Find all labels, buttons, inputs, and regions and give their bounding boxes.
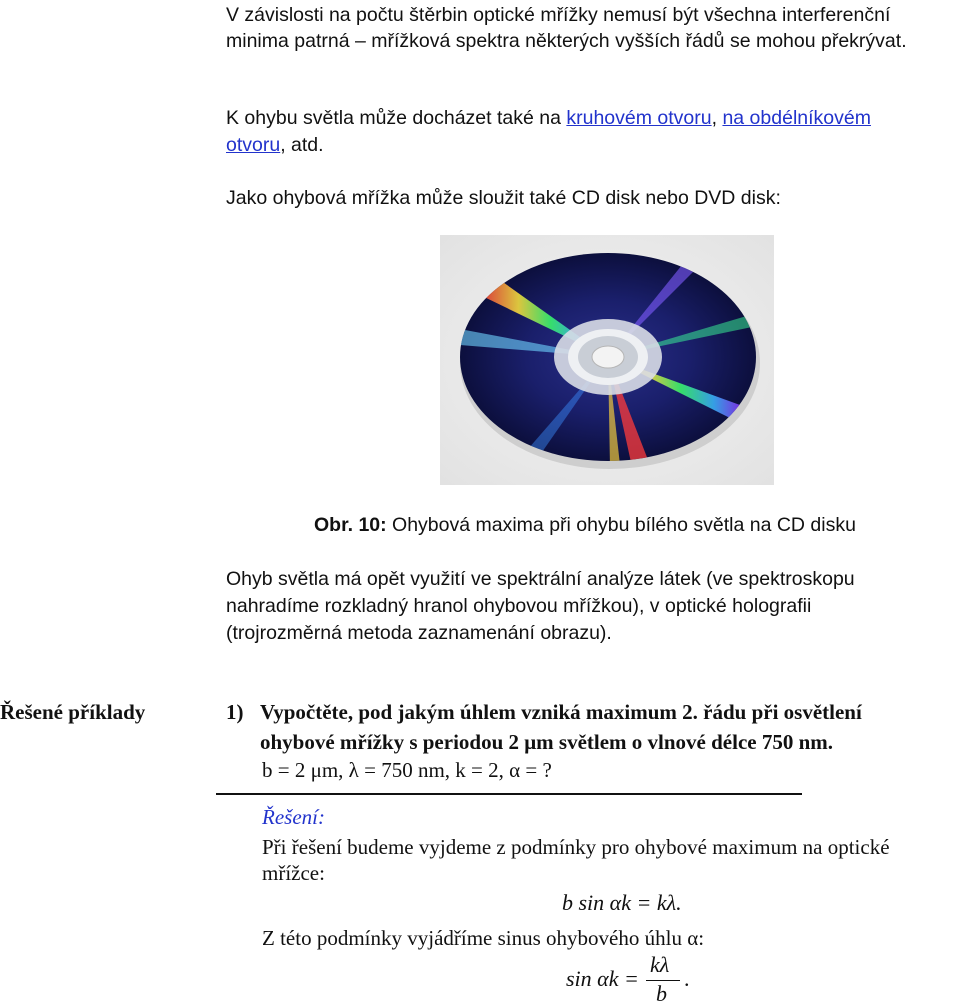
solution-line-2: mřížce: — [262, 861, 325, 885]
cd-disk-image — [440, 235, 774, 485]
figure-caption-number: 10: — [358, 514, 387, 536]
solution-divider — [216, 793, 802, 795]
diffraction-separator: , — [711, 107, 723, 129]
link-rectangular-aperture-cont[interactable]: otvoru — [226, 134, 281, 156]
problem-number: 1) — [226, 700, 244, 724]
diffraction-line-2 — [226, 132, 324, 158]
section-heading: Řešené příklady — [0, 700, 146, 724]
solution-title: Řešení: — [262, 805, 325, 829]
cd-intro-text: Jako ohybová mřížka může sloužit také CD disk nebo DVD disk: — [226, 187, 781, 209]
figure-caption-label: Obr. — [314, 514, 354, 536]
figure-caption-text: Ohybová maxima při ohybu bílého světla na CD disku — [392, 514, 856, 536]
link-rectangular-aperture[interactable]: na obdélníkovém — [722, 107, 871, 129]
usage-line-1: Ohyb světla má opět využití ve spektrální analýze látek (ve spektroskopu — [226, 568, 855, 590]
equation-grating: b sin αk = kλ. — [562, 890, 682, 915]
equation-sine-numerator: kλ — [650, 952, 670, 977]
usage-line-3: (trojrozměrná metoda zaznamenání obrazu). — [226, 622, 612, 644]
equation-sine-denominator: b — [656, 981, 667, 1006]
equation-sine-period: . — [684, 966, 690, 991]
figure-caption — [314, 512, 856, 538]
diffraction-suffix: , atd. — [280, 134, 324, 156]
problem-line-1: Vypočtěte, pod jakým úhlem vzniká maximum 2. řádu při osvětlení — [260, 700, 862, 724]
problem-line-2: ohybové mřížky s periodou 2 μm světlem o vlnové délce 750 nm. — [260, 730, 834, 754]
solution-line-1: Při řešení budeme vyjdeme z podmínky pro ohybové maximum na optické — [262, 835, 890, 859]
diffraction-prefix: K ohybu světla může docházet také na — [226, 107, 567, 129]
solution-line-3: Z této podmínky vyjádříme sinus ohybového úhlu α: — [262, 926, 705, 950]
equation-sine-lhs: sin αk = — [566, 966, 639, 991]
intro-line-1: V závislosti na počtu štěrbin optické mřížky nemusí být všechna interferenční — [226, 4, 891, 26]
problem-given-values: b = 2 μm, λ = 750 nm, k = 2, α = ? — [262, 758, 552, 782]
usage-line-2: nahradíme rozkladný hranol ohybovou mřížkou), v optické holografii — [226, 595, 812, 617]
diffraction-line-1 — [226, 105, 871, 131]
intro-line-2: minima patrná – mřížková spektra některých vyšších řádů se mohou překrývat. — [226, 30, 907, 52]
link-circular-aperture[interactable]: kruhovém otvoru — [566, 107, 712, 129]
